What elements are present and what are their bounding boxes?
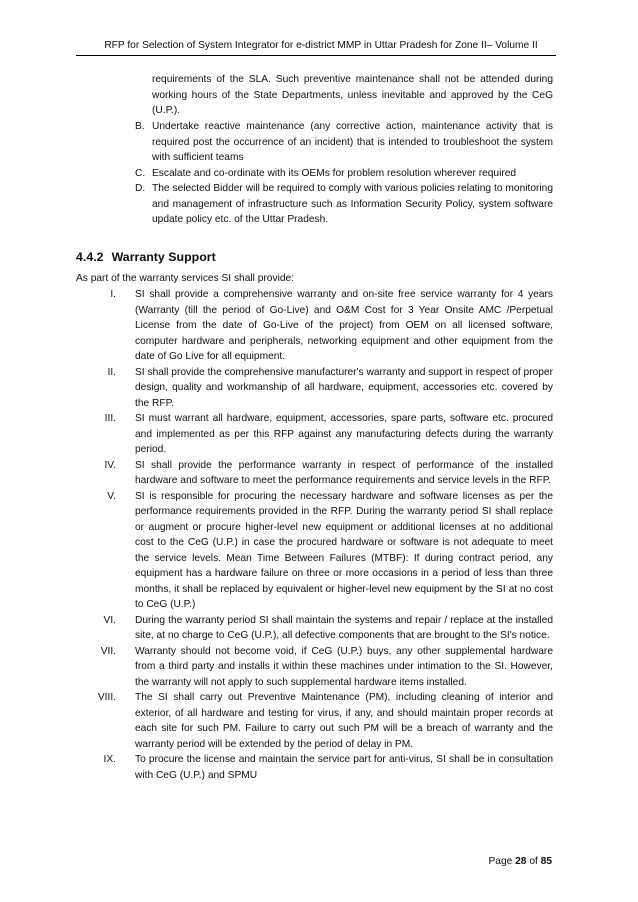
current-page-number: 28	[515, 856, 527, 867]
list-item-text: SI shall provide the performance warranty in respect of performance of the installed hardware and software to meet the performance requirements and service levels in the RFP.	[135, 459, 553, 486]
list-item-text: The selected Bidder will be required to comply with various policies relating to monitoring and management of infrastructure such as Information Security Policy, system software update policy etc. of the Uttar Pradesh.	[152, 183, 553, 225]
lettered-list	[135, 119, 553, 228]
total-pages-number: 85	[540, 856, 552, 867]
list-item-text: To procure the license and maintain the service part for anti-virus, SI shall be in consultation with CeG (U.P.) and SPMU	[135, 754, 553, 781]
list-marker: C.	[135, 167, 146, 179]
list-marker: B.	[135, 121, 145, 132]
list-item	[76, 489, 553, 613]
list-item-text: SI shall provide a comprehensive warranty and on-site free service warranty for 4 years (Warranty (till the period of Go-Live) and O&M Cost for 3 Year Onsite AMC /Perpetual License from the date of Go-Live of the project) from OEM on all licensed software, computer hardware and peripherals, networking equipment and other equipment from the date of Go Live for all equipment.	[135, 289, 553, 362]
page-footer	[488, 856, 552, 867]
continuation-paragraph: requirements of the SLA. Such preventive maintenance shall not be attended during working hours of the State Departments, unless inevitable and approved by the CeG (U.P.).	[152, 74, 553, 116]
list-item	[135, 166, 553, 182]
list-item	[76, 411, 553, 458]
list-item-text: During the warranty period SI shall maintain the systems and repair / replace at the installed site, at no charge to CeG (U.P.), all defective components that are brought to the SI's notice.	[135, 614, 553, 641]
list-item	[135, 181, 553, 228]
list-marker: V.	[107, 490, 116, 502]
list-item-text: Escalate and co-ordinate with its OEMs for problem resolution wherever required	[152, 167, 517, 179]
list-item	[76, 644, 553, 691]
roman-numeral-list	[76, 287, 553, 783]
list-marker: IX.	[103, 754, 116, 765]
list-item-text: SI shall provide the comprehensive manufacturer's warranty and support in respect of proper design, quality and workmanship of all hardware, equipment, accessories etc. covered by the RFP.	[135, 366, 553, 409]
list-item-text: Undertake reactive maintenance (any corrective action, maintenance activity that is required post the occurrence of an incident) that is intended to troubleshoot the system with sufficient teams	[152, 121, 553, 163]
running-header: RFP for Selection of System Integrator for e-district MMP in Uttar Pradesh for Zone II– Volume II	[104, 40, 538, 51]
list-marker: VII.	[100, 645, 116, 657]
list-item-text: SI must warrant all hardware, equipment, accessories, spare parts, software etc. procured and implemented as per this RFP against any manufacturing defects during the warranty period.	[135, 413, 553, 455]
list-item	[76, 752, 553, 783]
header-divider	[76, 55, 556, 56]
section-number: 4.4.2	[76, 250, 104, 264]
section-heading	[76, 250, 216, 264]
list-marker: IV.	[104, 459, 116, 471]
list-item	[76, 365, 553, 412]
list-item	[135, 119, 553, 166]
list-item	[76, 458, 553, 489]
of-label: of	[529, 856, 538, 867]
intro-paragraph: As part of the warranty services SI shall provide:	[76, 273, 294, 284]
page-label: Page	[488, 856, 513, 867]
list-marker: III.	[104, 413, 116, 424]
list-item	[76, 690, 553, 752]
list-marker: VIII.	[97, 692, 116, 703]
section-title: Warranty Support	[111, 250, 216, 264]
list-item-text: The SI shall carry out Preventive Maintenance (PM), including cleaning of interior and exterior, of all hardware and testing for virus, if any, and should maintain proper records at each site for such PM. Failure to carry out such PM will be a breach of warranty and the warranty period will be extended by the period of delay in PM.	[135, 692, 553, 750]
list-item	[76, 613, 553, 644]
list-marker: VI.	[103, 614, 116, 626]
list-marker: D.	[135, 183, 146, 194]
list-marker: I.	[110, 289, 116, 300]
list-item-text: SI is responsible for procuring the necessary hardware and software licenses as per the performance requirements provided in the RFP. During the warranty period SI shall replace or augment or procure higher-level new equipment or additional licenses at no additional cost to the CeG (U.P.) in case the procured hardware or software is not adequate to meet the service levels. Mean Time Between Failures (MTBF): If during contract period, any equipment has a hardware failure on three or more occasions in a period of less than three months, it shall be replaced by equivalent or higher-level new equipment by the SI at no cost to CeG (U.P.)	[135, 490, 553, 610]
list-item-text: Warranty should not become void, if CeG (U.P.) buys, any other supplemental hardware from a third party and installs it within these machines under intimation to the SI. However, the warranty will not apply to such supplemental hardware items installed.	[135, 645, 553, 688]
list-marker: II.	[107, 366, 116, 378]
list-item	[76, 287, 553, 365]
